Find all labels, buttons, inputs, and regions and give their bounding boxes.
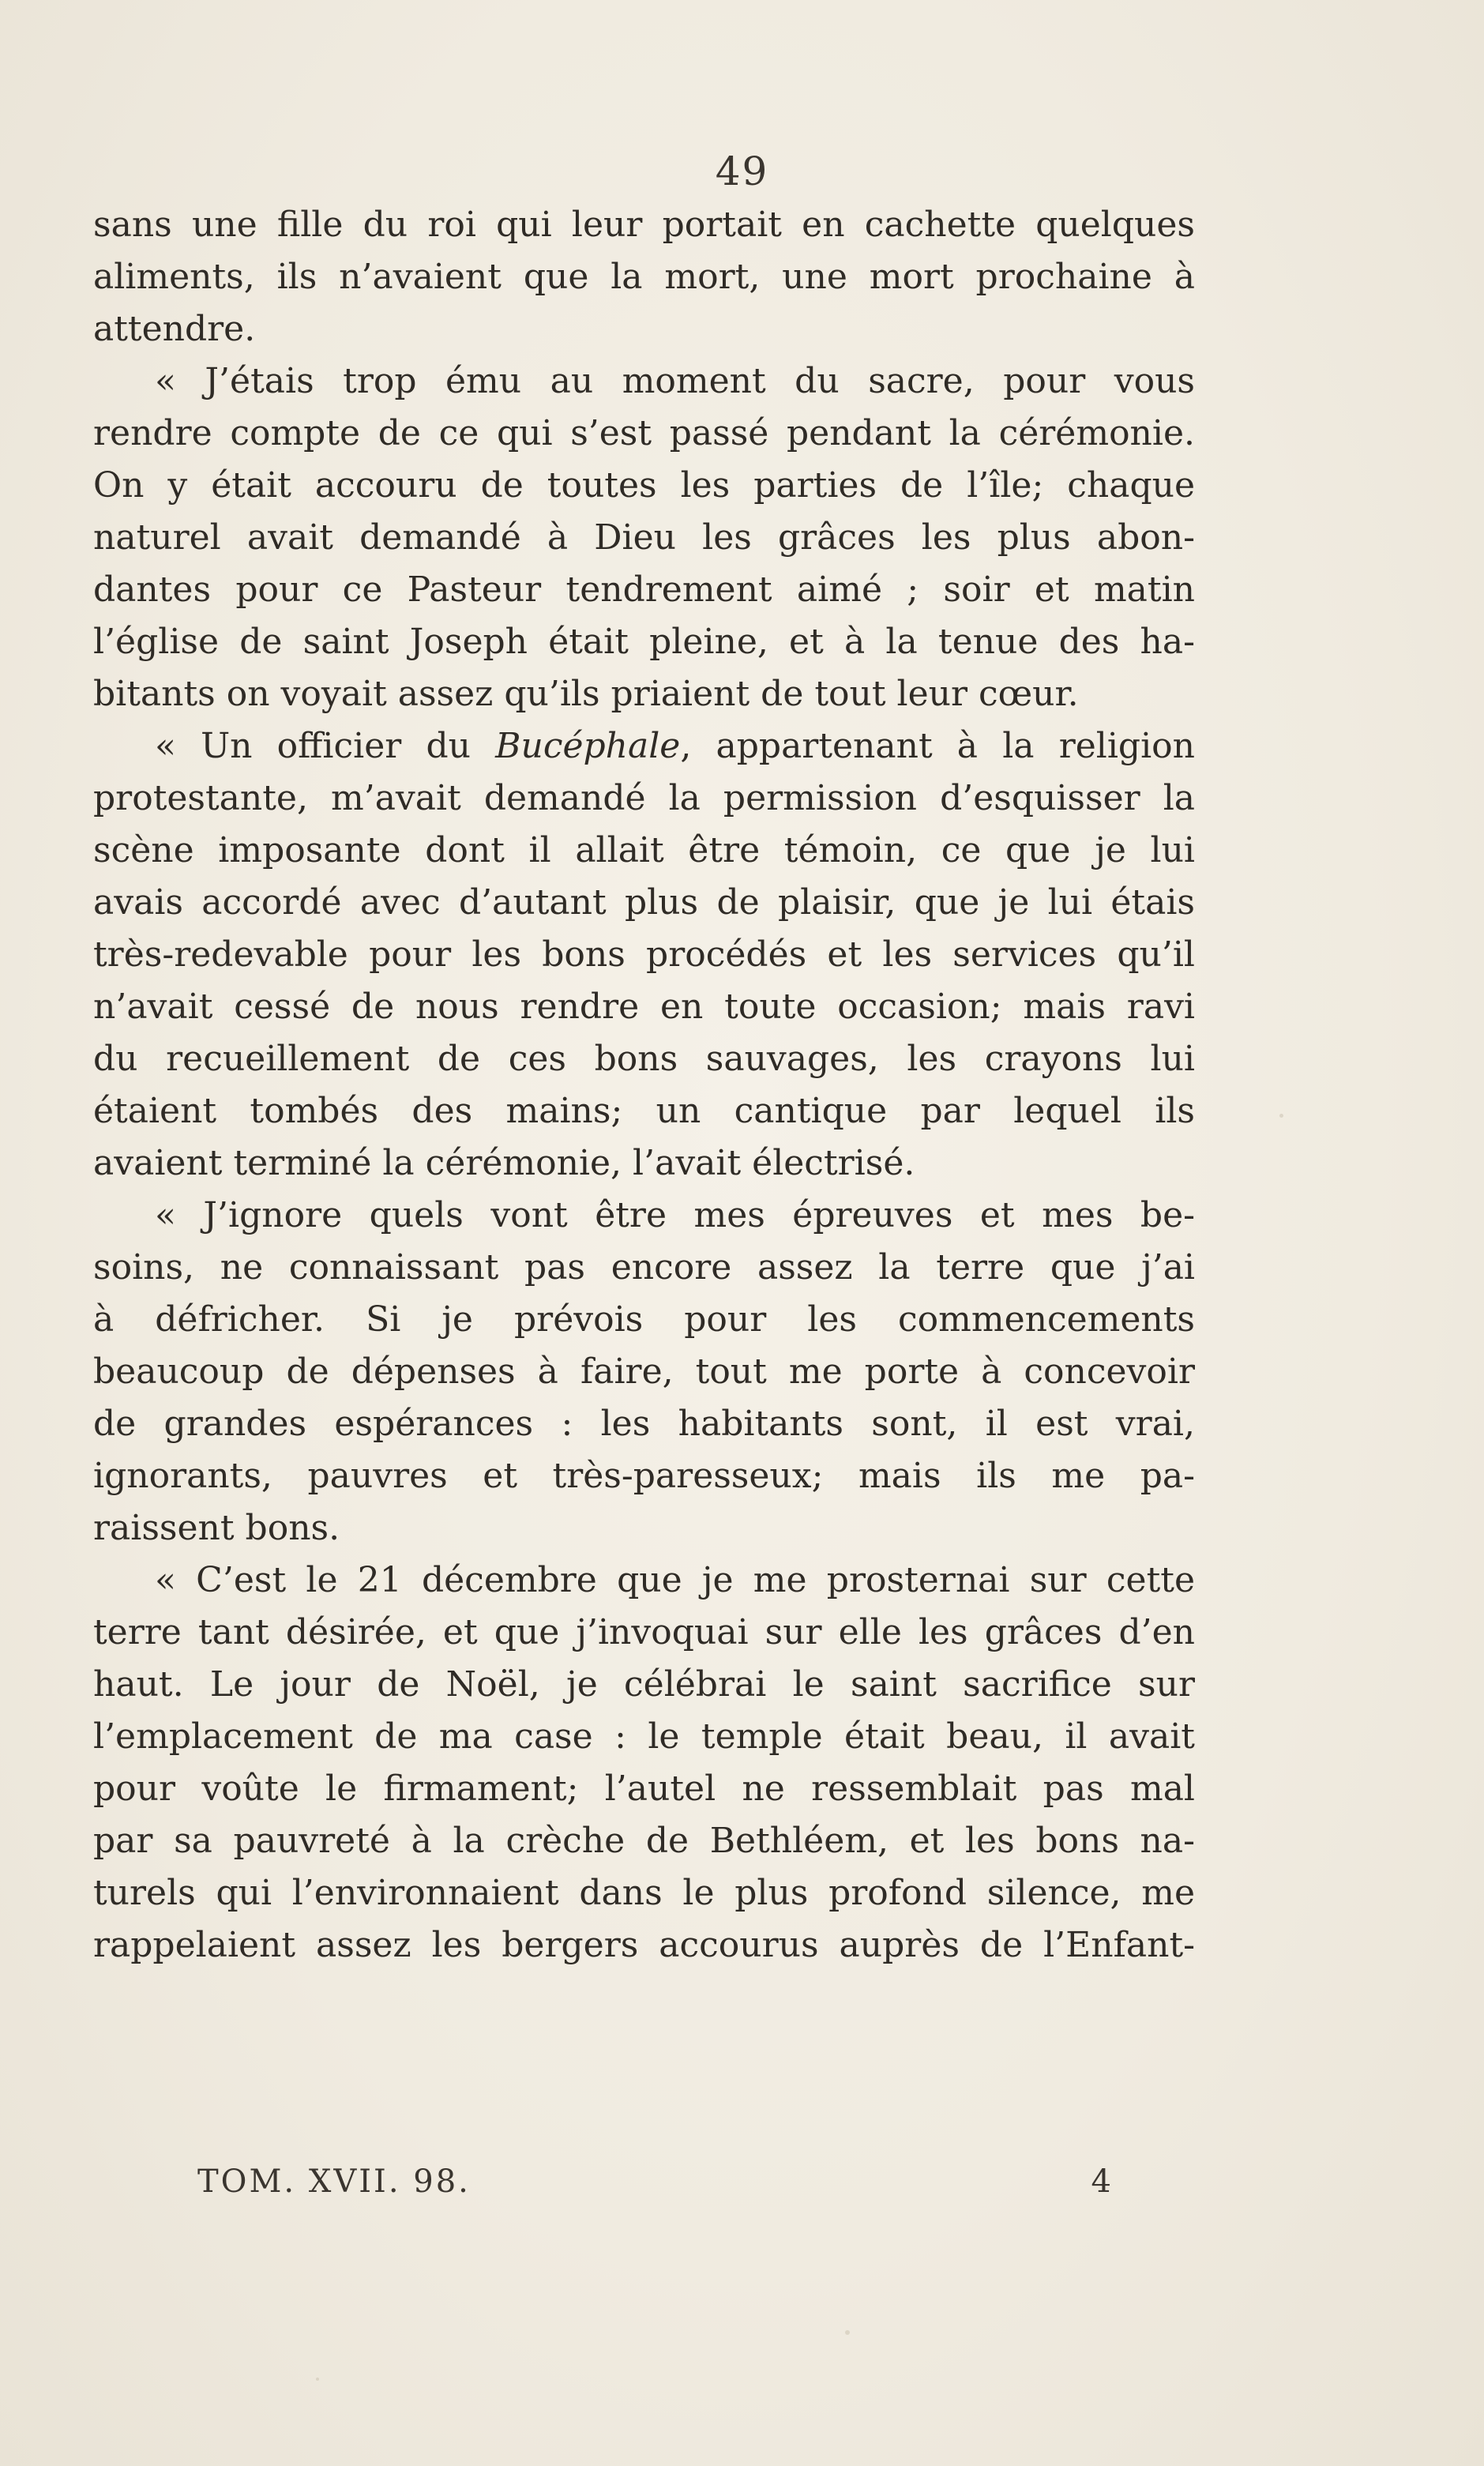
text-line-13: scène imposante dont il allait être témoin, ce que je lui	[93, 830, 1195, 870]
text-line-4: « J’étais trop ému au moment du sacre, pour vous	[155, 361, 1195, 401]
text-line-7: naturel avait demandé à Dieu les grâces les plus abon-	[93, 517, 1195, 558]
text-line-34: rappelaient assez les bergers accourus auprès de l’Enfant-	[93, 1925, 1195, 1965]
text-line-23: beaucoup de dépenses à faire, tout me porte à concevoir	[93, 1351, 1195, 1392]
signature-mark: 4	[1091, 2163, 1114, 2200]
paper-speck	[845, 2330, 850, 2335]
text-line-5: rendre compte de ce qui s’est passé pendant la cérémonie.	[93, 413, 1195, 453]
text-line-9: l’église de saint Joseph était pleine, et à la tenue des ha-	[93, 622, 1195, 662]
text-line-32: par sa pauvreté à la crèche de Bethléem, et les bons na-	[93, 1821, 1195, 1861]
text-line-19: avaient terminé la cérémonie, l’avait électrisé.	[93, 1143, 915, 1183]
text-line-28: terre tant désirée, et que j’invoquai sur elle les grâces d’en	[93, 1612, 1195, 1652]
page-number: 49	[715, 148, 769, 194]
text-line-26: raissent bons.	[93, 1508, 340, 1548]
text-line-2: aliments, ils n’avaient que la mort, une mort prochaine à	[93, 257, 1195, 297]
text-line-27: « C’est le 21 décembre que je me prosternai sur cette	[155, 1560, 1195, 1600]
text-line-14: avais accordé avec d’autant plus de plaisir, que je lui étais	[93, 882, 1195, 923]
text-line-30: l’emplacement de ma case : le temple était beau, il avait	[93, 1716, 1195, 1757]
officer-line-tail: , appartenant à la religion	[680, 726, 1195, 766]
text-line-24: de grandes espérances : les habitants sont, il est vrai,	[93, 1404, 1195, 1444]
text-line-16: n’avait cessé de nous rendre en toute occasion; mais ravi	[93, 987, 1195, 1027]
paper-speck	[316, 2378, 319, 2381]
text-line-29: haut. Le jour de Noël, je célébrai le saint sacrifice sur	[93, 1664, 1195, 1705]
officer-line-head: « Un officier du	[155, 726, 471, 766]
text-line-3: attendre.	[93, 309, 256, 349]
text-line-17: du recueillement de ces bons sauvages, les crayons lui	[93, 1039, 1195, 1079]
text-line-6: On y était accouru de toutes les parties de l’île; chaque	[93, 465, 1195, 506]
text-line-11	[93, 720, 1195, 773]
text-line-22: à défricher. Si je prévois pour les commencements	[93, 1299, 1195, 1340]
text-line-25: ignorants, pauvres et très-paresseux; mais ils me pa-	[93, 1456, 1195, 1496]
text-line-8: dantes pour ce Pasteur tendrement aimé ; soir et matin	[93, 570, 1195, 610]
text-line-18: étaient tombés des mains; un cantique par lequel ils	[93, 1091, 1195, 1131]
text-line-21: soins, ne connaissant pas encore assez la terre que j’ai	[93, 1247, 1195, 1288]
signature-volume: TOM. XVII. 98.	[197, 2163, 471, 2200]
text-line-15: très-redevable pour les bons procédés et les services qu’il	[93, 934, 1195, 975]
text-line-31: pour voûte le firmament; l’autel ne ressemblait pas mal	[93, 1769, 1195, 1809]
text-line-1: sans une fille du roi qui leur portait en cachette quelques	[93, 205, 1195, 245]
body-text	[93, 199, 1195, 1972]
signature-line	[197, 2158, 1114, 2205]
text-line-20: « J’ignore quels vont être mes épreuves et mes be-	[155, 1195, 1195, 1235]
text-line-12: protestante, m’avait demandé la permission d’esquisser la	[93, 778, 1195, 818]
text-line-33: turels qui l’environnaient dans le plus profond silence, me	[93, 1873, 1195, 1913]
text-line-10: bitants on voyait assez qu’ils priaient de tout leur cœur.	[93, 674, 1079, 714]
ship-name: Bucéphale	[495, 726, 681, 766]
paper-speck	[1279, 1114, 1283, 1118]
